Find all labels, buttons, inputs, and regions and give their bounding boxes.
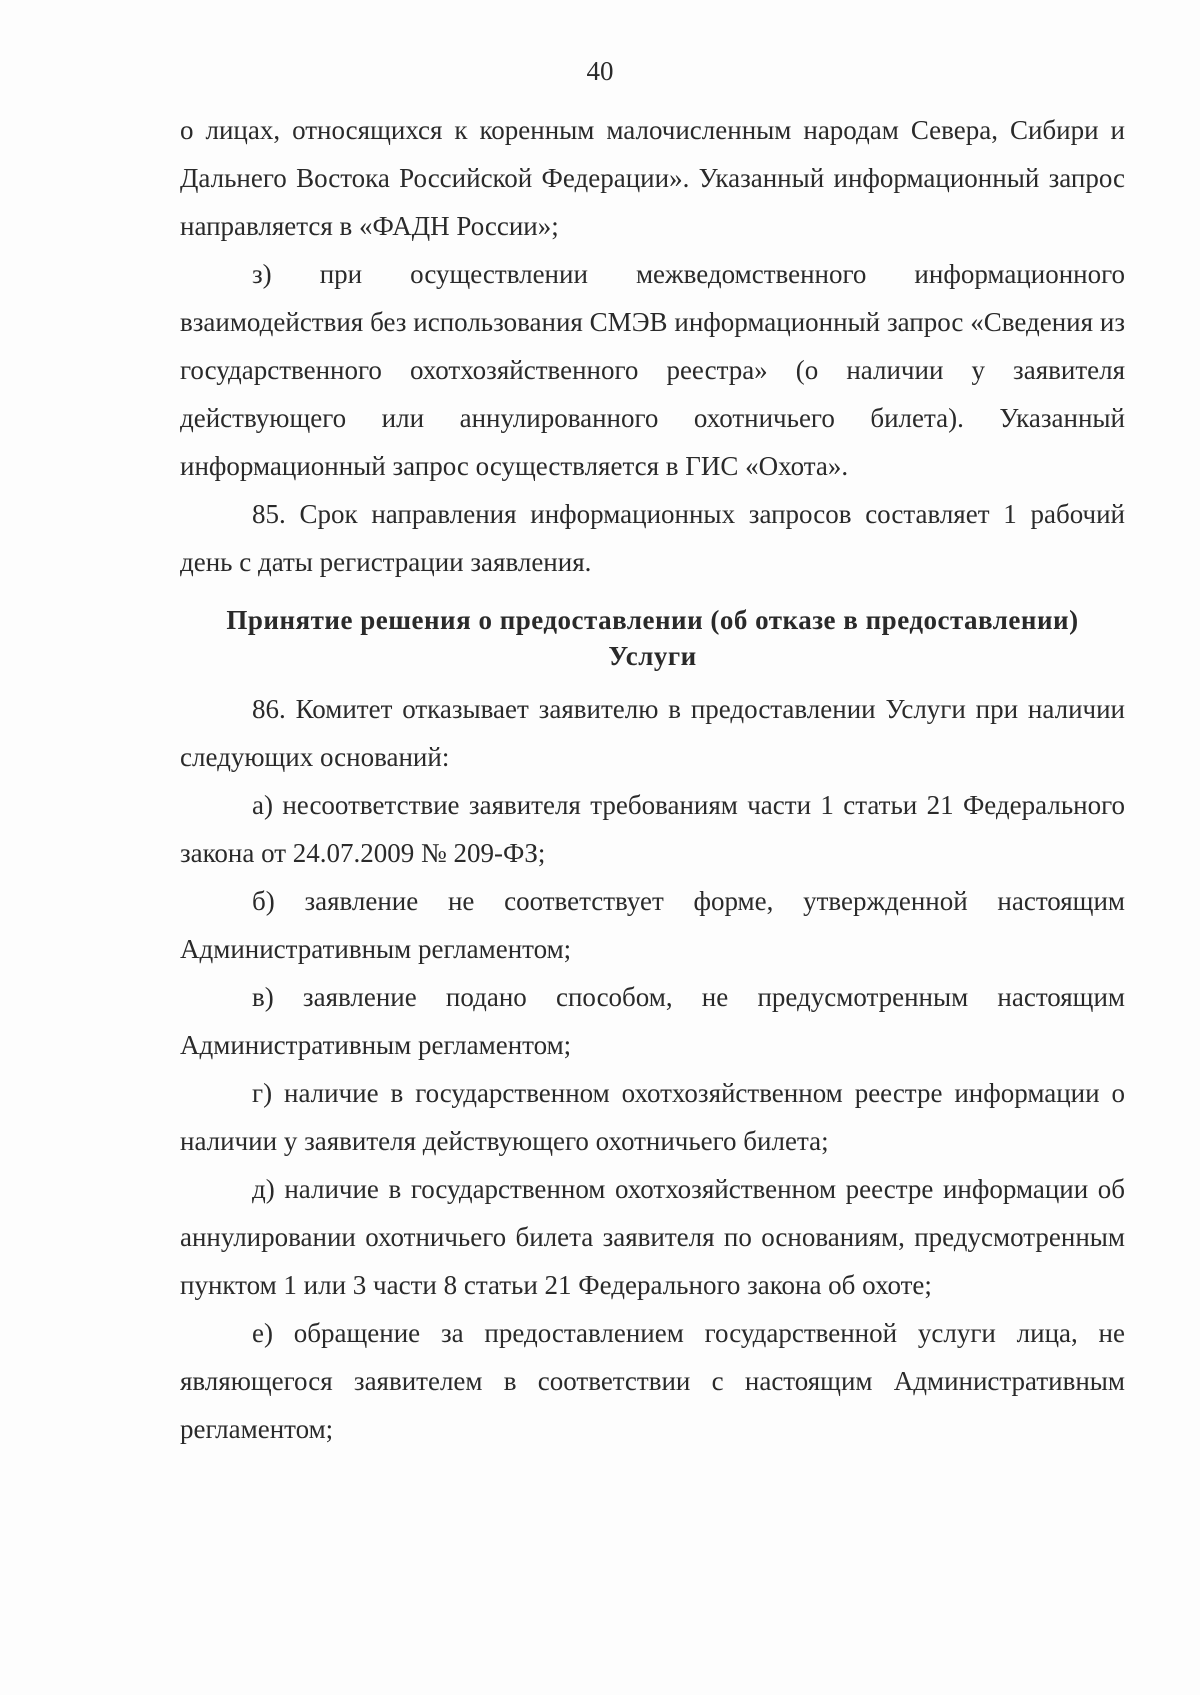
section-heading-line2: Услуги — [608, 641, 697, 671]
paragraph-85: 85. Срок направления информационных запросов составляет 1 рабочий день с даты регистрации заявления. — [180, 499, 1125, 577]
body-text-upper — [180, 106, 1125, 586]
page-number: 40 — [586, 56, 614, 86]
paragraph-continuation: о лицах, относящихся к коренным малочисленным народам Севера, Сибири и Дальнего Востока Российской Федерации». Указанный информационный запрос направляется в «ФАДН России»; — [180, 115, 1125, 241]
list-item-a: а) несоответствие заявителя требованиям части 1 статьи 21 Федерального закона от 24.07.2009 № 209-ФЗ; — [180, 790, 1125, 868]
paragraph-86: 86. Комитет отказывает заявителю в предоставлении Услуги при наличии следующих оснований: — [180, 694, 1125, 772]
list-item-g: г) наличие в государственном охотхозяйственном реестре информации о наличии у заявителя действующего охотничьего билета; — [180, 1078, 1125, 1156]
paragraph-item-z: з) при осуществлении межведомственного информационного взаимодействия без использования СМЭВ информационный запрос «Сведения из государственного охотхозяйственного реестра» (о наличии у заявителя действующего или аннулированного охотничьего билета). Указанный информационный запрос осуществляется в ГИС «Охота». — [180, 259, 1125, 481]
section-heading — [180, 602, 1125, 674]
list-item-v: в) заявление подано способом, не предусмотренным настоящим Административным регламентом; — [180, 982, 1125, 1060]
section-heading-line1: Принятие решения о предоставлении (об отказе в предоставлении) — [226, 605, 1079, 635]
list-item-d: д) наличие в государственном охотхозяйственном реестре информации об аннулировании охотничьего билета заявителя по основаниям, предусмотренным пунктом 1 или 3 части 8 статьи 21 Федерального закона об охоте; — [180, 1174, 1125, 1300]
list-item-b: б) заявление не соответствует форме, утвержденной настоящим Административным регламентом; — [180, 886, 1125, 964]
list-item-e: е) обращение за предоставлением государственной услуги лица, не являющегося заявителем в соответствии с настоящим Административным регламентом; — [180, 1318, 1125, 1444]
body-text-lower — [180, 685, 1125, 1453]
